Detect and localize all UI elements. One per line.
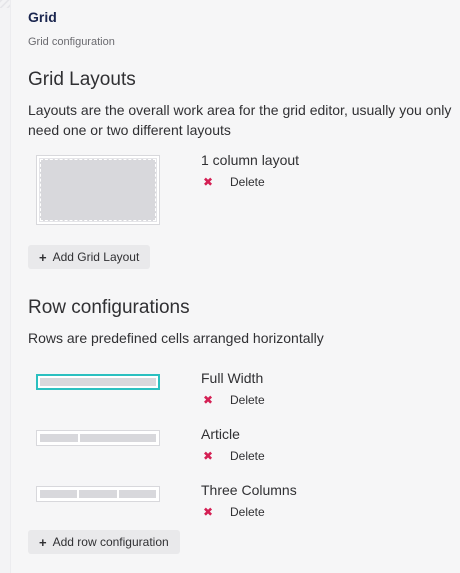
row-cell bbox=[40, 490, 77, 498]
layout-thumbnail[interactable] bbox=[36, 155, 160, 225]
plus-icon: + bbox=[39, 534, 47, 550]
add-grid-layout-button[interactable] bbox=[28, 245, 150, 269]
row-name[interactable]: Full Width bbox=[201, 370, 264, 386]
grid-layouts-description: Layouts are the overall work area for the grid editor, usually you only need one or two different layouts bbox=[28, 102, 452, 138]
close-icon: ✖ bbox=[203, 175, 214, 189]
row-cell bbox=[80, 434, 156, 442]
row-name[interactable]: Article bbox=[201, 426, 240, 442]
row-configurations-heading: Row configurations bbox=[28, 297, 190, 318]
row-cell bbox=[119, 490, 156, 498]
add-row-configuration-label: Add row configuration bbox=[52, 535, 169, 549]
delete-label: Delete bbox=[230, 175, 265, 189]
grid-layouts-heading: Grid Layouts bbox=[28, 69, 136, 90]
row-cell bbox=[79, 490, 116, 498]
row-thumbnail-article[interactable] bbox=[36, 430, 160, 446]
delete-label: Delete bbox=[230, 393, 265, 407]
row-cell bbox=[40, 434, 78, 442]
page-subtitle: Grid configuration bbox=[28, 36, 115, 48]
delete-label: Delete bbox=[230, 505, 265, 519]
row-delete-link[interactable] bbox=[203, 505, 265, 519]
row-name[interactable]: Three Columns bbox=[201, 482, 297, 498]
layout-name[interactable]: 1 column layout bbox=[201, 152, 300, 168]
delete-label: Delete bbox=[230, 449, 265, 463]
add-row-configuration-button[interactable] bbox=[28, 530, 180, 554]
page-title: Grid bbox=[28, 9, 57, 25]
add-grid-layout-label: Add Grid Layout bbox=[52, 250, 140, 264]
row-cell bbox=[40, 378, 156, 386]
layout-delete-link[interactable] bbox=[203, 175, 265, 189]
layout-preview-area bbox=[40, 159, 156, 221]
row-delete-link[interactable] bbox=[203, 393, 265, 407]
row-thumbnail-full-width[interactable] bbox=[36, 374, 160, 390]
close-icon: ✖ bbox=[203, 505, 214, 519]
close-icon: ✖ bbox=[203, 449, 214, 463]
plus-icon: + bbox=[39, 249, 47, 265]
row-thumbnail-three-columns[interactable] bbox=[36, 486, 160, 502]
close-icon: ✖ bbox=[203, 393, 214, 407]
row-configurations-description: Rows are predefined cells arranged horizontally bbox=[28, 330, 324, 346]
row-delete-link[interactable] bbox=[203, 449, 265, 463]
